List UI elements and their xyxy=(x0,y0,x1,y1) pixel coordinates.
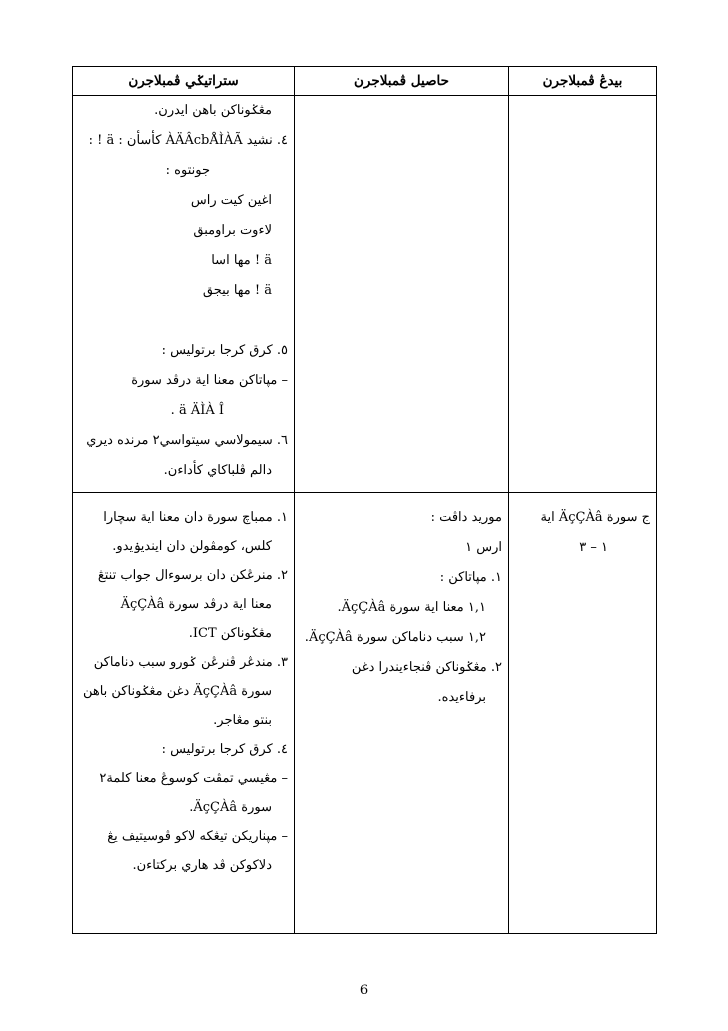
row1-learning-area-cell xyxy=(509,96,657,493)
learning-area-line: ج سورة ÄçÇÀâ اية xyxy=(540,510,650,525)
table-row xyxy=(73,96,657,493)
strategy-blank-line xyxy=(73,306,294,336)
strategy-line: ٢. منرڠكن دان برسوءال جواب تنتڠ xyxy=(97,568,288,583)
header-teaching-strategy: ستراتيݢي ڤمبلاجرن xyxy=(73,67,295,96)
strategy-line: مڠݢوناكن باهن ايدرن. xyxy=(154,103,272,118)
strategy-line: دلاكوكن ڤد هاري بركتاءن. xyxy=(132,858,272,873)
strategy-line: مڠݢوناكن ICT. xyxy=(188,626,272,641)
strategy-line: لاءوت براومبق xyxy=(193,223,272,238)
outcome-line: برفاءيده. xyxy=(437,690,486,705)
strategy-line: ä ÄÌÀ Î . xyxy=(170,403,224,418)
row1-strategy-cell xyxy=(73,96,295,493)
strategy-line: – مڽناريكن تيڠكه لاكو ڤوسيتيف يڠ xyxy=(107,829,288,844)
lesson-plan-table xyxy=(72,66,657,934)
strategy-line: ٣. مندڠر ڤنرڠن ݢورو سبب دناماكن xyxy=(93,655,288,670)
strategy-line: ä ! مها اسا xyxy=(211,253,272,268)
strategy-line: دالم ڤلباكاي كأداءن. xyxy=(163,463,272,478)
row2-learning-outcome-cell xyxy=(295,493,509,934)
outcome-line: ١,٢ سبب دناماكن سورة ÄçÇÀâ. xyxy=(304,630,486,645)
table-row xyxy=(73,493,657,934)
strategy-line: ١. ممباچ سورة دان معنا اية سچارا xyxy=(103,510,288,525)
strategy-line: ٤. كرق كرجا برتوليس : xyxy=(161,742,288,757)
strategy-line: كلس، كومڤولن دان اينديۏيدو. xyxy=(112,539,272,554)
header-learning-area: بيدڠ ڤمبلاجرن xyxy=(509,67,657,96)
strategy-line: بنتو مڠاجر. xyxy=(213,713,272,728)
page-number: 6 xyxy=(359,983,369,998)
strategy-line: جونتوه : xyxy=(165,163,210,178)
strategy-line: ä ! مها بيجق xyxy=(202,283,272,298)
outcome-line: موريد داڤت : xyxy=(430,510,502,525)
row1-learning-outcome-cell xyxy=(295,96,509,493)
strategy-line: ٥. كرق كرجا برتوليس : xyxy=(161,343,288,358)
outcome-line: ١,١ معنا اية سورة ÄçÇÀâ. xyxy=(337,600,486,615)
strategy-line: ٦. سيمولاسي سيتواسي٢ مرنده ديري xyxy=(86,433,288,448)
table-header-row xyxy=(73,67,657,96)
row2-strategy-cell xyxy=(73,493,295,934)
strategy-line: – مڽاتاكن معنا اية درڤد سورة xyxy=(131,373,288,388)
strategy-line: اغين كيت راس xyxy=(190,193,272,208)
outcome-line: ارس ١ xyxy=(465,540,502,555)
learning-area-line: ١ – ٣ xyxy=(579,540,608,555)
outcome-line: ١. مڽاتاكن : xyxy=(439,570,502,585)
strategy-line: ٤. نشيد ÀÄÂcbÅÌÀÃ كأسأن : ä ! : xyxy=(88,133,288,148)
header-learning-outcome: حاصيل ڤمبلاجرن xyxy=(295,67,509,96)
strategy-line: معنا اية درڤد سورة ÄçÇÀâ xyxy=(120,597,272,612)
outcome-line: ٢. مڠݢوناكن ڤنجاءيندرا دغن xyxy=(351,660,502,675)
row2-learning-area-cell xyxy=(509,493,657,934)
strategy-line: – مڠيسي تمڤت كوسوڠ معنا كلمة٢ xyxy=(99,771,288,786)
strategy-line: سورة ÄçÇÀâ. xyxy=(189,800,272,815)
strategy-line: سورة ÄçÇÀâ دغن مڠݢوناكن باهن xyxy=(82,684,272,699)
